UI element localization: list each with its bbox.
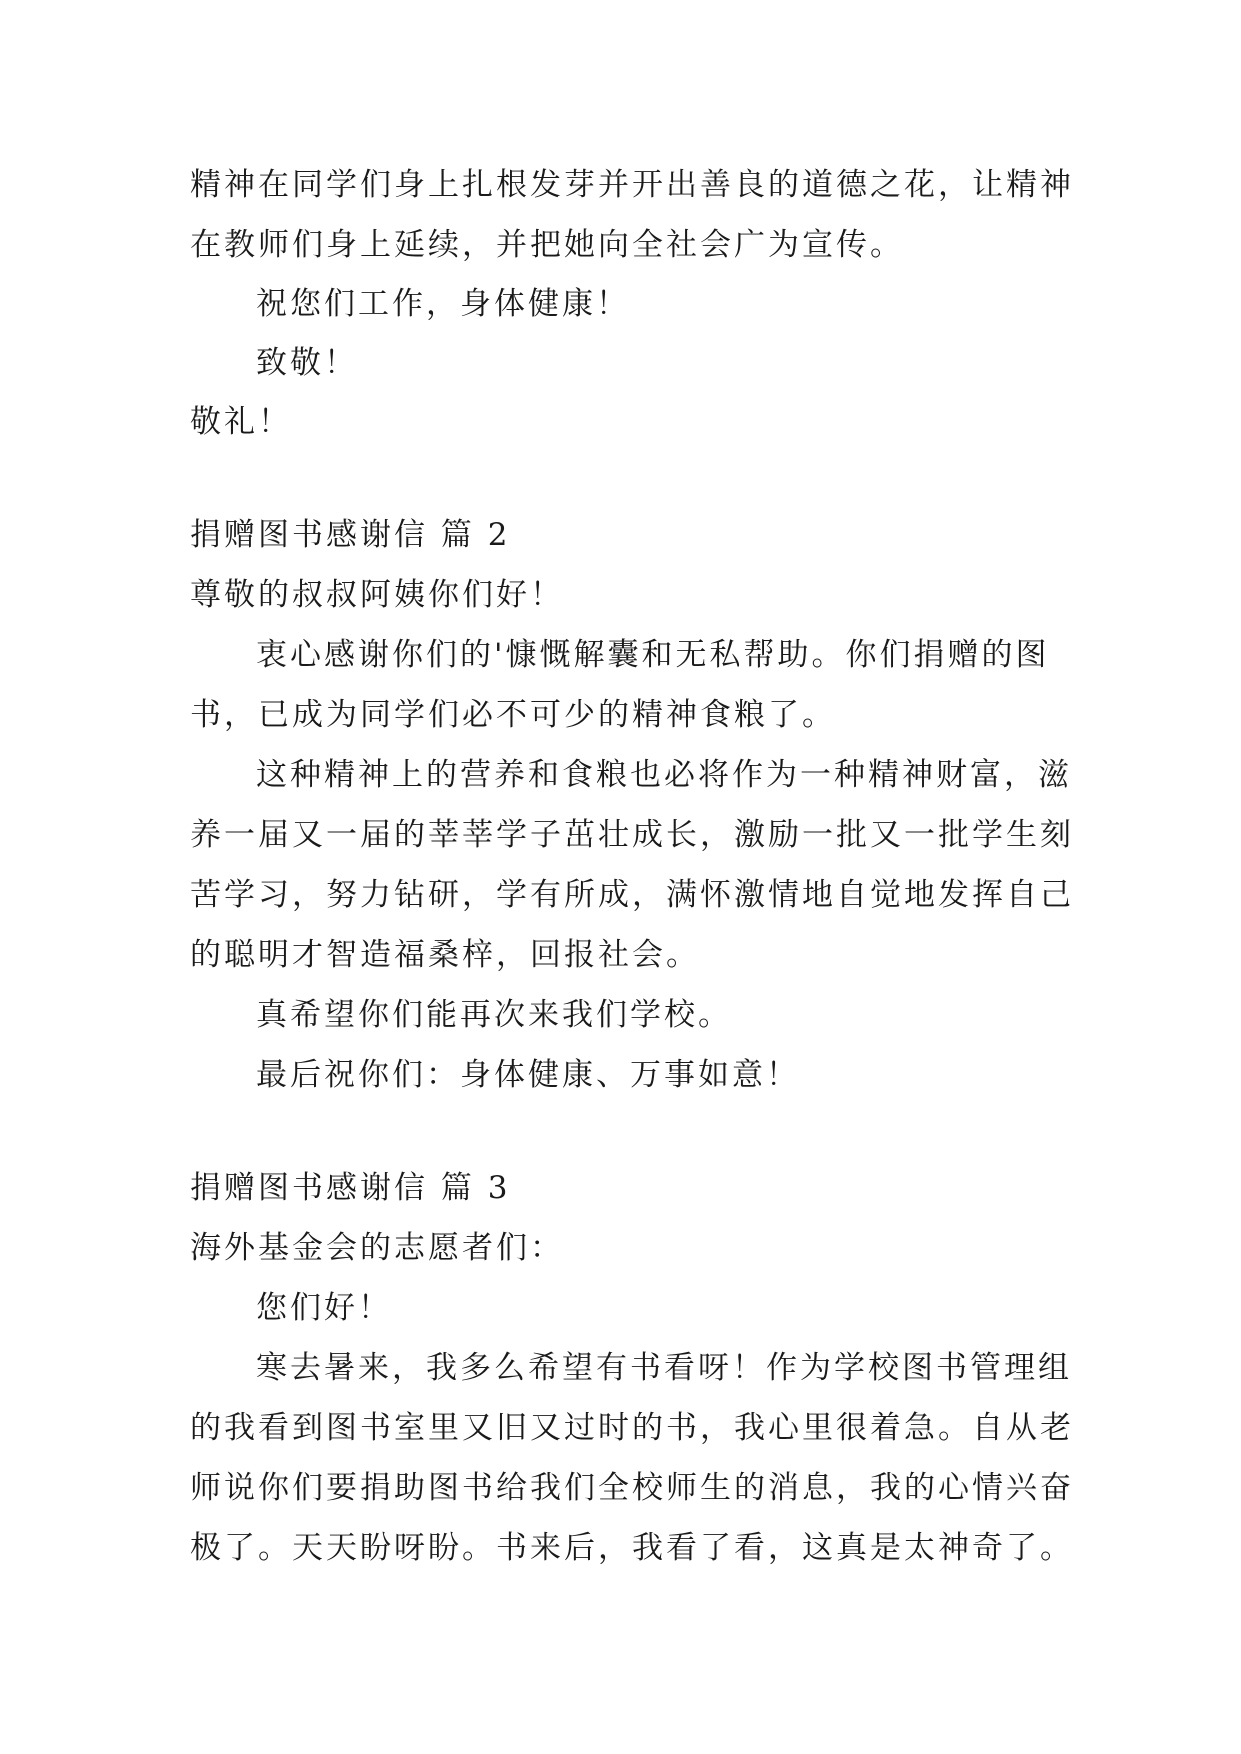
paragraph-line: 真希望你们能再次来我们学校。 — [256, 997, 732, 1033]
paragraph-line: 这种精神上的营养和食粮也必将作为一种精神财富，滋 — [256, 757, 1072, 793]
paragraph-line: 极了。天天盼呀盼。书来后，我看了看，这真是太神奇了。 — [190, 1530, 1074, 1566]
paragraph-line: 最后祝你们：身体健康、万事如意！ — [256, 1057, 800, 1093]
closing-wish: 祝您们工作，身体健康！ — [256, 286, 630, 322]
letter-greeting: 海外基金会的志愿者们： — [190, 1230, 564, 1266]
closing-regards: 敬礼！ — [190, 404, 292, 440]
letter-hello: 您们好！ — [256, 1290, 392, 1326]
paragraph-line: 在教师们身上延续，并把她向全社会广为宣传。 — [190, 227, 904, 263]
paragraph-line: 书，已成为同学们必不可少的精神食粮了。 — [190, 697, 836, 733]
paragraph-line: 的我看到图书室里又旧又过时的书，我心里很着急。自从老 — [190, 1410, 1074, 1446]
paragraph-line: 精神在同学们身上扎根发芽并开出善良的道德之花，让精神 — [190, 167, 1074, 203]
section-title: 捐赠图书感谢信 篇 3 — [190, 1170, 511, 1206]
paragraph-line: 养一届又一届的莘莘学子茁壮成长，激励一批又一批学生刻 — [190, 817, 1074, 853]
section-title: 捐赠图书感谢信 篇 2 — [190, 517, 511, 553]
paragraph-line: 师说你们要捐助图书给我们全校师生的消息，我的心情兴奋 — [190, 1470, 1074, 1506]
paragraph-line: 苦学习，努力钻研，学有所成，满怀激情地自觉地发挥自己 — [190, 877, 1074, 913]
letter-greeting: 尊敬的叔叔阿姨你们好！ — [190, 577, 564, 613]
paragraph-line: 的聪明才智造福桑梓，回报社会。 — [190, 937, 700, 973]
closing-salute: 致敬！ — [256, 345, 358, 381]
paragraph-line: 寒去暑来，我多么希望有书看呀！作为学校图书管理组 — [256, 1350, 1072, 1386]
paragraph-line: 衷心感谢你们的'慷慨解囊和无私帮助。你们捐赠的图 — [256, 637, 1050, 673]
